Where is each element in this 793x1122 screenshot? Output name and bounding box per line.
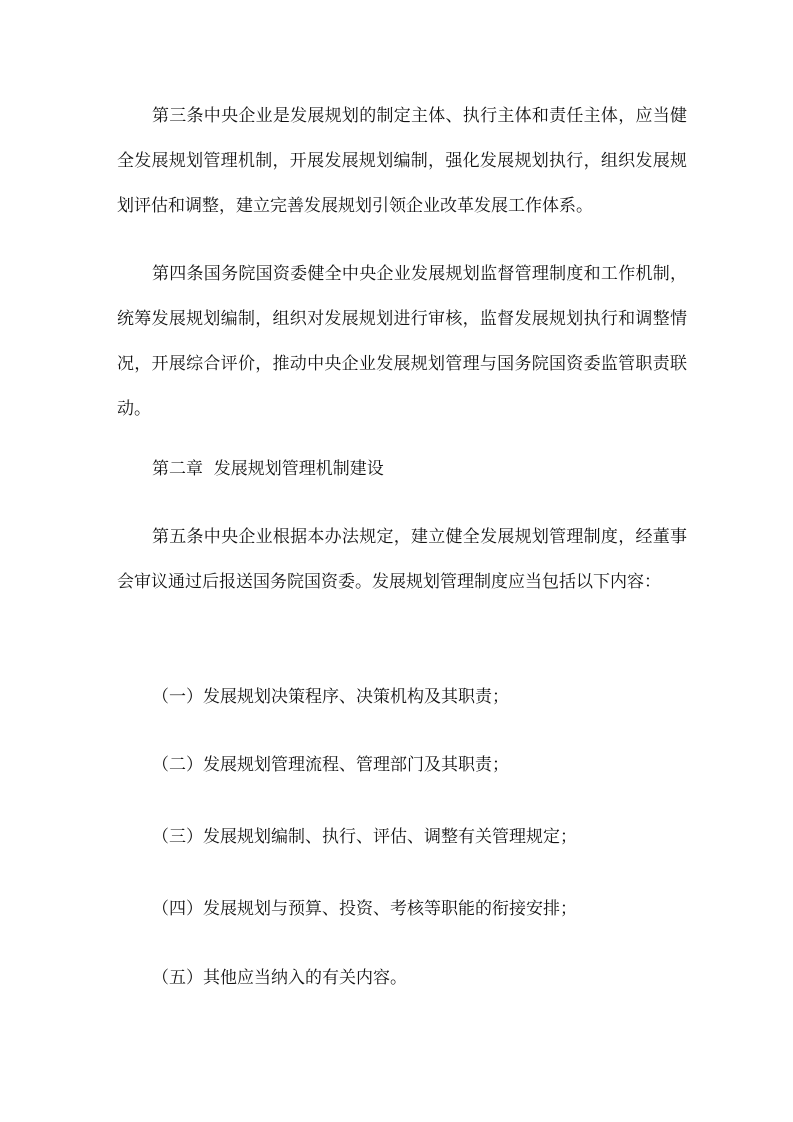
list-item-2: （二）发展规划管理流程、管理部门及其职责； (152, 755, 509, 775)
chapter-2-heading: 第二章 发展规划管理机制建设 (152, 459, 384, 479)
list-item-4: （四）发展规划与预算、投资、考核等职能的衔接安排； (152, 899, 577, 919)
article-5-paragraph: 第五条中央企业根据本办法规定，建立健全发展规划管理制度，经董事会审议通过后报送国务院国资委。发展规划管理制度应当包括以下内容： (117, 527, 687, 592)
article-4-paragraph: 第四条国务院国资委健全中央企业发展规划监督管理制度和工作机制，统筹发展规划编制，组织对发展规划进行审核，监督发展规划执行和调整情况，开展综合评价，推动中央企业发展规划管理与国务院国资委监管职责联动。 (117, 264, 687, 419)
article-3-paragraph: 第三条中央企业是发展规划的制定主体、执行主体和责任主体，应当健全发展规划管理机制，开展发展规划编制，强化发展规划执行，组织发展规划评估和调整，建立完善发展规划引领企业改革发展工作体系。 (117, 106, 687, 216)
list-item-3: （三）发展规划编制、执行、评估、调整有关管理规定； (152, 827, 577, 847)
list-item-1: （一）发展规划决策程序、决策机构及其职责； (152, 687, 509, 707)
list-item-5: （五）其他应当纳入的有关内容。 (152, 968, 407, 988)
